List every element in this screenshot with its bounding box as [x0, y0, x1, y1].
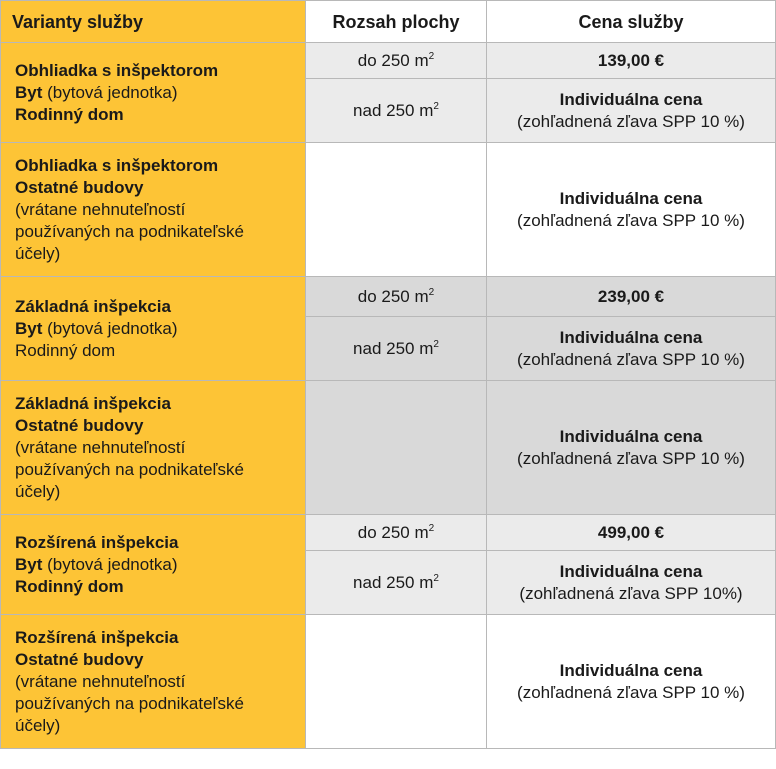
variant-note: účely) — [15, 481, 61, 501]
price-individual: Individuálna cena — [559, 327, 703, 347]
price-cell — [487, 79, 776, 143]
variant-title: Základná inšpekcia — [15, 393, 171, 413]
variant-cell — [1, 277, 306, 381]
variant-note: používaných na podnikateľské — [15, 221, 244, 241]
price-discount: (zohľadnená zľava SPP 10 %) — [517, 349, 745, 369]
area-text: do 250 m — [357, 286, 429, 306]
variant-line2-rest: (bytová jednotka) — [42, 82, 178, 102]
variant-line2-bold: Byt — [15, 554, 43, 574]
price-cell — [487, 317, 776, 381]
area-sup: 2 — [428, 286, 435, 298]
price-individual: Individuálna cena — [559, 660, 703, 680]
variant-line2-bold: Byt — [15, 82, 43, 102]
variant-title: Obhliadka s inšpektorom — [15, 155, 219, 175]
variant-line3: Rodinný dom — [15, 104, 124, 124]
price-discount: (zohľadnená zľava SPP 10 %) — [517, 210, 745, 230]
area-text: nad 250 m — [353, 100, 434, 120]
area-cell — [306, 79, 487, 143]
header-variants: Varianty služby — [1, 1, 306, 43]
variant-title: Základná inšpekcia — [15, 296, 171, 316]
price-discount: (zohľadnená zľava SPP 10 %) — [517, 111, 745, 131]
price-discount: (zohľadnená zľava SPP 10 %) — [517, 682, 745, 702]
price-cell: 239,00 € — [487, 277, 776, 317]
table-row — [1, 615, 776, 749]
variant-line2 — [15, 82, 299, 104]
variant-cell — [1, 615, 306, 749]
table-row — [1, 277, 776, 317]
area-sup: 2 — [433, 100, 439, 112]
table-row — [1, 381, 776, 515]
price-cell: 499,00 € — [487, 515, 776, 551]
area-cell — [306, 551, 487, 615]
area-cell — [306, 43, 487, 79]
table-row — [1, 43, 776, 79]
price-individual: Individuálna cena — [559, 561, 703, 581]
variant-cell — [1, 143, 306, 277]
variant-title: Rozšírená inšpekcia — [15, 627, 179, 647]
variant-line3: Rodinný dom — [15, 576, 124, 596]
variant-note: účely) — [15, 715, 61, 735]
area-sup: 2 — [433, 338, 439, 350]
variant-line2-rest: (bytová jednotka) — [42, 554, 178, 574]
variant-line2-rest: (bytová jednotka) — [42, 318, 178, 338]
variant-title: Rozšírená inšpekcia — [15, 532, 179, 552]
area-cell-empty — [306, 381, 487, 515]
area-sup: 2 — [428, 522, 435, 534]
area-text: nad 250 m — [353, 338, 434, 358]
variant-note: (vrátane nehnuteľností — [15, 671, 186, 691]
variant-line2-bold: Byt — [15, 318, 43, 338]
variant-cell — [1, 515, 306, 615]
variant-line2 — [15, 554, 299, 576]
variant-cell — [1, 43, 306, 143]
area-sup: 2 — [433, 572, 439, 584]
variant-title: Obhliadka s inšpektorom — [15, 60, 219, 80]
variant-note: používaných na podnikateľské — [15, 693, 244, 713]
table-row — [1, 143, 776, 277]
area-text: nad 250 m — [353, 572, 434, 592]
price-cell: 139,00 € — [487, 43, 776, 79]
variant-line2: Ostatné budovy — [15, 649, 144, 669]
area-cell-empty — [306, 143, 487, 277]
variant-note: používaných na podnikateľské — [15, 459, 244, 479]
variant-line3: Rodinný dom — [15, 340, 116, 360]
header-price: Cena služby — [487, 1, 776, 43]
area-text: do 250 m — [357, 50, 429, 70]
table-row — [1, 515, 776, 551]
header-area: Rozsah plochy — [306, 1, 487, 43]
variant-note: účely) — [15, 243, 61, 263]
area-sup: 2 — [428, 50, 435, 62]
price-individual: Individuálna cena — [559, 89, 703, 109]
price-discount: (zohľadnená zľava SPP 10 %) — [517, 448, 745, 468]
price-individual: Individuálna cena — [559, 426, 703, 446]
area-text: do 250 m — [357, 522, 429, 542]
price-cell — [487, 143, 776, 277]
price-cell — [487, 615, 776, 749]
variant-note: (vrátane nehnuteľností — [15, 199, 186, 219]
price-cell — [487, 381, 776, 515]
variant-line2: Ostatné budovy — [15, 177, 144, 197]
variant-note: (vrátane nehnuteľností — [15, 437, 186, 457]
price-individual: Individuálna cena — [559, 188, 703, 208]
area-cell-empty — [306, 615, 487, 749]
header-row — [1, 1, 776, 43]
price-discount: (zohľadnená zľava SPP 10%) — [519, 583, 743, 603]
price-cell — [487, 551, 776, 615]
area-cell — [306, 317, 487, 381]
variant-cell — [1, 381, 306, 515]
area-cell — [306, 277, 487, 317]
area-cell — [306, 515, 487, 551]
variant-line2 — [15, 318, 299, 340]
variant-line2: Ostatné budovy — [15, 415, 144, 435]
